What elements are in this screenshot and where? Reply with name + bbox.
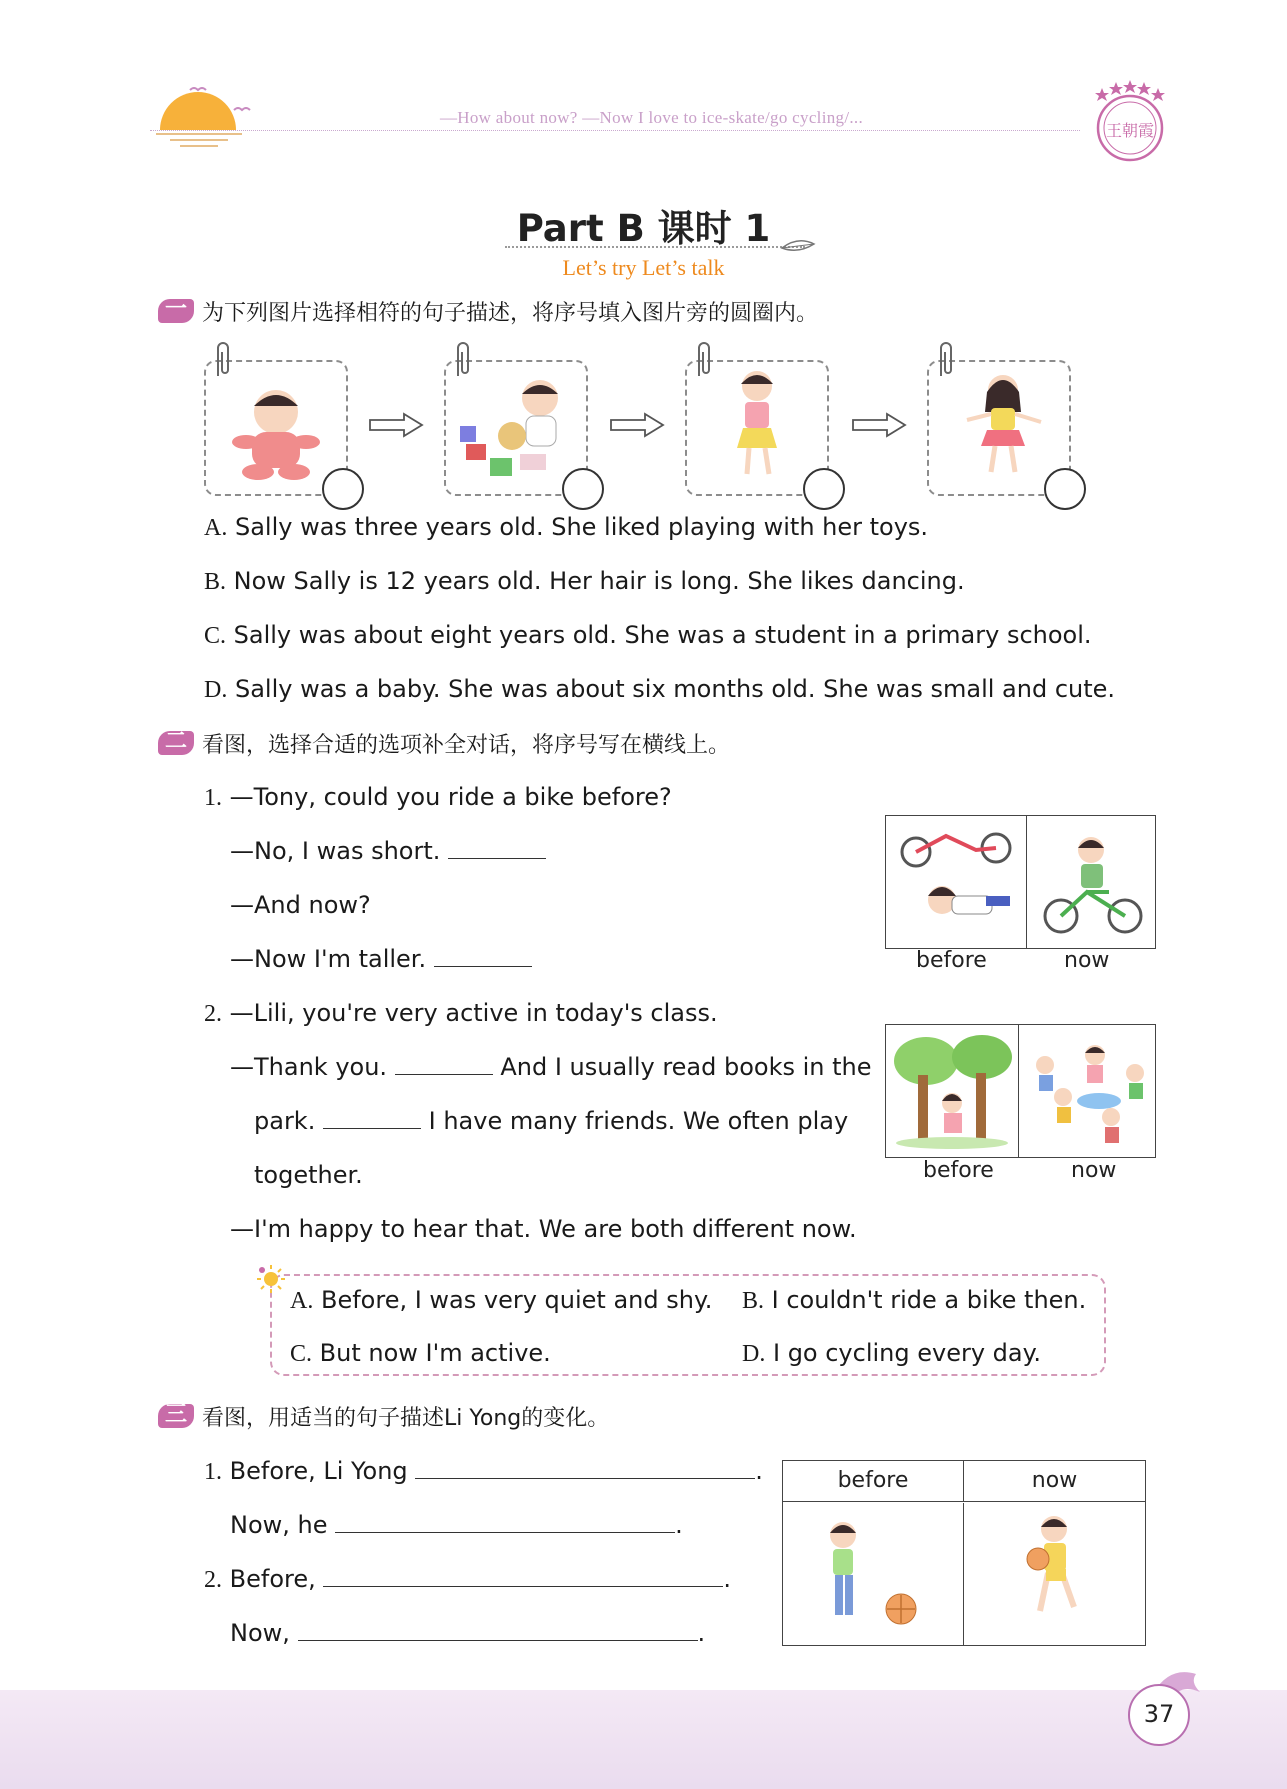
li-yong-table — [782, 1460, 1146, 1646]
sentence-stem: Before, — [229, 1565, 316, 1593]
publisher-stamp — [1088, 78, 1172, 164]
q1-line2 — [230, 837, 546, 865]
header-text: —How about now? —Now I love to ice-skate/go cycling/... — [440, 108, 863, 127]
answer-circle-2[interactable] — [562, 468, 604, 510]
answer-line[interactable] — [415, 1458, 755, 1479]
page-title: Part B 课时 1 — [516, 207, 771, 250]
s3-q2-line2 — [230, 1619, 705, 1647]
question-number: 2. — [204, 1001, 222, 1027]
dialogue-text: —No, I was short. — [230, 837, 441, 865]
answer-circle-3[interactable] — [803, 468, 845, 510]
page-footer-band — [0, 1690, 1287, 1789]
section2-badge: 二 — [158, 731, 194, 755]
section1-instruction: 为下列图片选择相符的句子描述，将序号填入图片旁的圆圈内。 — [202, 301, 819, 326]
option-text: Sally was about eight years old. She was a student in a primary school. — [233, 621, 1092, 649]
s3-q1-line1 — [204, 1457, 763, 1486]
paperclip-icon — [452, 340, 472, 384]
section2-option-b — [742, 1286, 1086, 1315]
answer-circle-4[interactable] — [1044, 468, 1086, 510]
question-number: 2. — [204, 1567, 222, 1593]
q1-before-picture — [886, 816, 1027, 948]
q2-line4: together. — [254, 1161, 363, 1189]
answer-blank[interactable] — [395, 1054, 493, 1075]
dialogue-text: —Now I'm taller. — [230, 945, 427, 973]
option-text: Sally was three years old. She liked playing with her toys. — [234, 513, 929, 541]
option-text: Sally was a baby. She was about six months old. She was small and cute. — [234, 675, 1116, 703]
option-text: I go cycling every day. — [772, 1339, 1042, 1367]
q2-line5: —I'm happy to hear that. We are both different now. — [230, 1215, 857, 1243]
dialogue-text: —Tony, could you ride a bike before? — [229, 783, 672, 811]
header-divider — [150, 130, 1080, 131]
right-arrow-icon — [851, 412, 907, 442]
period: . — [675, 1511, 683, 1539]
q2-now-picture — [1019, 1025, 1155, 1157]
q1-line3: —And now? — [230, 891, 371, 919]
q2-line1 — [204, 999, 718, 1028]
stamp-text: 王朝霞 — [1105, 121, 1154, 140]
option-text: But now I'm active. — [319, 1339, 551, 1367]
section1-badge: 一 — [158, 299, 194, 323]
sentence-stem: Now, — [230, 1619, 290, 1647]
sentence-stem: Now, he — [230, 1511, 328, 1539]
q2-caption-now: now — [1071, 1158, 1117, 1183]
q1-line4 — [230, 945, 532, 973]
answer-line[interactable] — [323, 1566, 723, 1587]
q1-line1 — [204, 783, 672, 812]
q1-picture-box — [885, 815, 1156, 949]
section1-option-c — [204, 621, 1092, 650]
answer-blank[interactable] — [434, 946, 532, 967]
section1-option-a — [204, 513, 928, 542]
q1-caption-before: before — [916, 948, 987, 973]
right-arrow-icon — [368, 412, 424, 442]
answer-blank[interactable] — [323, 1108, 421, 1129]
option-letter: C. — [204, 623, 227, 649]
q1-now-picture — [1027, 816, 1155, 948]
option-letter: A. — [204, 515, 228, 541]
page-number: 37 — [1128, 1684, 1190, 1746]
right-arrow-icon — [609, 412, 665, 442]
option-letter: D. — [742, 1341, 766, 1367]
table-header-before: before — [783, 1461, 964, 1502]
sun-icon — [256, 1264, 286, 1298]
paperclip-icon — [935, 340, 955, 384]
section2-instruction: 看图，选择合适的选项补全对话，将序号写在横线上。 — [202, 733, 731, 758]
dialogue-text: And I usually read books in the — [500, 1053, 872, 1081]
dialogue-text: —Thank you. — [230, 1053, 388, 1081]
period: . — [697, 1619, 706, 1647]
q2-before-picture — [886, 1025, 1019, 1157]
option-text: Now Sally is 12 years old. Her hair is long. She likes dancing. — [233, 567, 965, 595]
table-header-now: now — [964, 1461, 1145, 1502]
paperclip-icon — [212, 340, 232, 384]
li-yong-now-picture — [964, 1503, 1145, 1645]
section2-option-a — [290, 1286, 712, 1315]
answer-line[interactable] — [335, 1512, 675, 1533]
question-number: 1. — [204, 1459, 222, 1485]
section2-option-c — [290, 1339, 551, 1368]
section3-instruction: 看图，用适当的句子描述Li Yong的变化。 — [202, 1406, 610, 1431]
option-letter: C. — [290, 1341, 313, 1367]
q2-picture-box — [885, 1024, 1156, 1158]
section2-option-d — [742, 1339, 1041, 1368]
q2-line2 — [230, 1053, 872, 1081]
answer-blank[interactable] — [448, 838, 546, 859]
s3-q2-line1 — [204, 1565, 731, 1594]
dialogue-text: —Lili, you're very active in today's class. — [229, 999, 718, 1027]
section1-option-b — [204, 567, 965, 596]
q1-caption-now: now — [1064, 948, 1110, 973]
answer-line[interactable] — [298, 1620, 698, 1641]
question-number: 1. — [204, 785, 222, 811]
paperclip-icon — [693, 340, 713, 384]
li-yong-before-picture — [783, 1503, 964, 1645]
header-sun-logo — [150, 78, 260, 158]
option-text: Before, I was very quiet and shy. — [320, 1286, 713, 1314]
title-underline — [505, 246, 805, 248]
option-letter: A. — [290, 1288, 314, 1314]
period: . — [723, 1565, 732, 1593]
s3-q1-line2 — [230, 1511, 683, 1539]
dialogue-text: park. — [254, 1107, 316, 1135]
option-letter: B. — [742, 1288, 765, 1314]
period: . — [755, 1457, 763, 1485]
option-letter: D. — [204, 677, 228, 703]
section3-badge: 三 — [158, 1404, 194, 1428]
option-text: I couldn't ride a bike then. — [771, 1286, 1087, 1314]
option-letter: B. — [204, 569, 227, 595]
section1-option-d — [204, 675, 1115, 704]
q2-caption-before: before — [923, 1158, 994, 1183]
sentence-stem: Before, Li Yong — [229, 1457, 408, 1485]
dialogue-text: I have many friends. We often play — [428, 1107, 849, 1135]
q2-line3 — [254, 1107, 848, 1135]
page-subtitle: Let’s try Let’s talk — [562, 255, 725, 280]
answer-circle-1[interactable] — [322, 468, 364, 510]
